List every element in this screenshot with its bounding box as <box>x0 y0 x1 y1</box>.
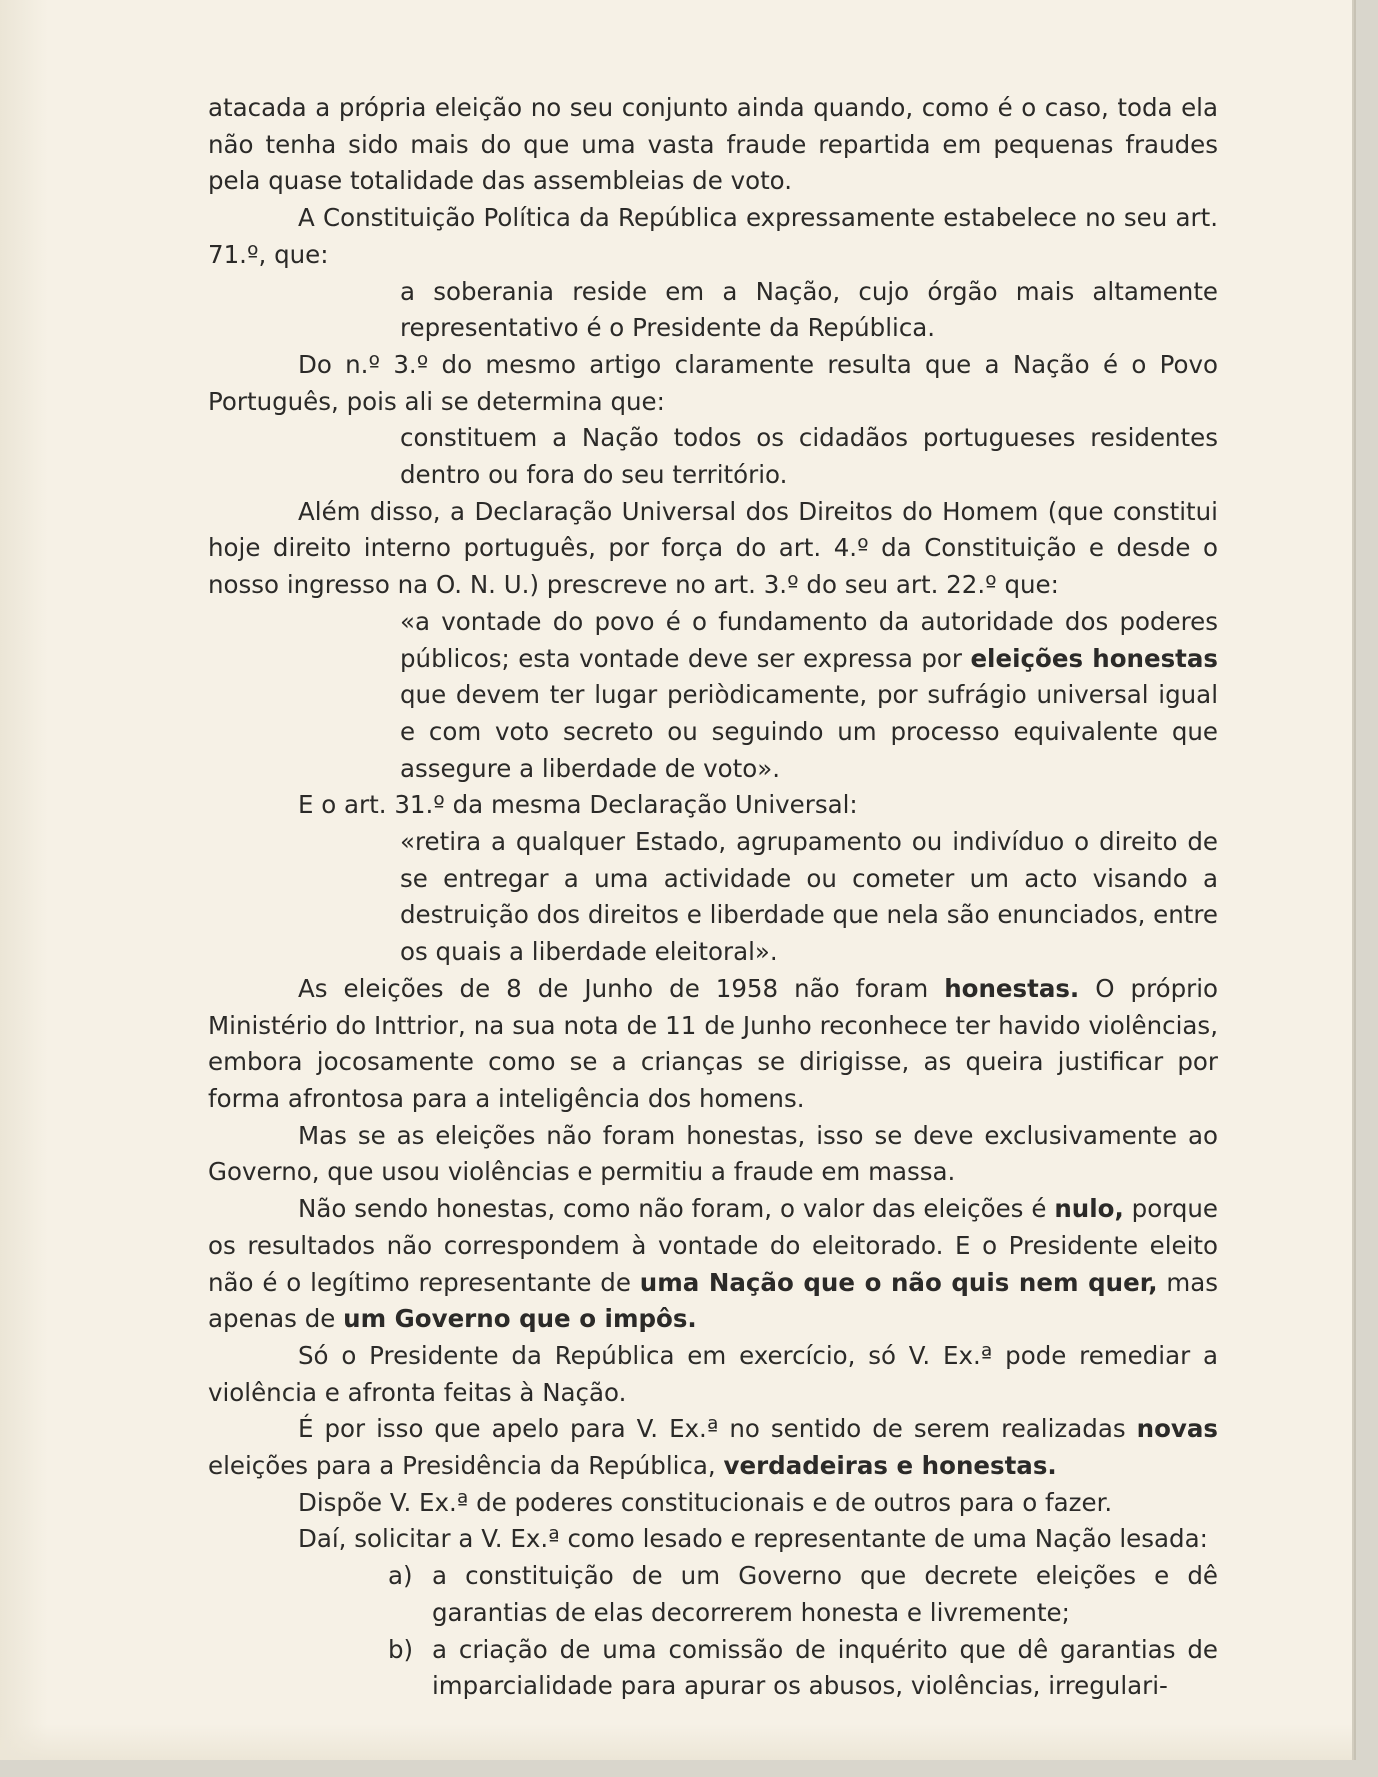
list-marker: a) <box>388 1561 413 1591</box>
paragraph: E o art. 31.º da mesma Declaração Universal: <box>298 790 858 820</box>
quotation: «retira a qualquer Estado, agrupamento ou indivíduo o direito de se entregar a uma actividade ou cometer um acto visando a destruição dos direitos e liberdade que nela são enunciados, entre os quais a liberdade eleitoral». <box>400 827 1218 967</box>
paragraph-emphasis: honestas. <box>944 973 1080 1003</box>
list-item-text: a criação de uma comissão de inquérito que dê garantias de imparcialidade para apurar os abusos, violências, irregulari- <box>432 1634 1218 1701</box>
quotation: constituem a Nação todos os cidadãos portugueses residentes dentro ou fora do seu território. <box>400 423 1218 490</box>
paragraph-text: É por isso que apelo para V. Ex.ª no sentido de serem realizadas <box>298 1414 1137 1444</box>
paragraph-emphasis: novas <box>1136 1414 1218 1444</box>
paragraph-emphasis: uma Nação que o não quis nem quer, <box>639 1267 1158 1297</box>
paragraph: Dispõe V. Ex.ª de poderes constitucionais e de outros para o fazer. <box>298 1487 1113 1517</box>
list-marker: b) <box>388 1634 414 1664</box>
quotation: a soberania reside em a Nação, cujo órgão mais altamente representativo é o Presidente da República. <box>400 276 1218 343</box>
paragraph <box>208 1411 1218 1484</box>
paragraph: Do n.º 3.º do mesmo artigo claramente resulta que a Nação é o Povo Português, pois ali se determina que: <box>208 349 1218 416</box>
paragraph-emphasis: nulo, <box>1054 1194 1124 1224</box>
list-item <box>388 1558 1218 1631</box>
list-item <box>388 1632 1218 1705</box>
paragraph-text: porque os resultados não correspondem à vontade do eleitorado. E o Presidente eleito não é o legítimo representante de <box>208 1194 1218 1297</box>
paragraph: Só o Presidente da República em exercício, só V. Ex.ª pode remediar a violência e afronta feitas à Nação. <box>208 1340 1218 1407</box>
paragraph: A Constituição Política da República expressamente estabelece no seu art. 71.º, que: <box>208 203 1218 269</box>
paragraph <box>208 1191 1218 1338</box>
paragraph: Daí, solicitar a V. Ex.ª como lesado e representante de uma Nação lesada: <box>298 1524 1208 1554</box>
paragraph-emphasis: verdadeiras e honestas. <box>723 1451 1057 1481</box>
quote-text: que devem ter lugar periòdicamente, por sufrágio universal igual e com voto secreto ou seguindo um processo equivalente que assegure a liberdade de voto». <box>400 680 1218 783</box>
paragraph <box>208 971 1218 1118</box>
page-body <box>208 90 1218 1705</box>
opening-paragraph: atacada a própria eleição no seu conjunto ainda quando, como é o caso, toda ela não tenha sido mais do que uma vasta fraude repartida em pequenas fraudes pela quase totalidade das assembleias de voto. <box>208 93 1218 196</box>
paragraph-emphasis: um Governo que o impôs. <box>343 1304 697 1334</box>
paragraph: Além disso, a Declaração Universal dos Direitos do Homem (que constitui hoje direito interno português, por força do art. 4.º da Constituição e desde o nosso ingresso na O. N. U.) prescreve no art. 3.º do seu art. 22.º que: <box>208 496 1218 600</box>
paragraph-text: O próprio Ministério do Inttrior, na sua nota de 11 de Junho reconhece ter havido violências, embora jocosamente como se a crianças se dirigisse, as queira justificar por forma afrontosa para a inteligência dos homens. <box>208 973 1219 1113</box>
quote-emphasis: eleições honestas <box>970 643 1218 673</box>
paragraph-text: Não sendo honestas, como não foram, o valor das eleições é <box>298 1194 1055 1224</box>
quotation <box>400 604 1218 788</box>
quote-text: «a vontade do povo é o fundamento da autoridade dos poderes públicos; esta vontade deve ser expressa por <box>400 606 1218 673</box>
list-item-text: a constituição de um Governo que decrete eleições e dê garantias de elas decorrerem honesta e livremente; <box>432 1561 1218 1627</box>
paragraph-text: As eleições de 8 de Junho de 1958 não foram <box>298 973 945 1003</box>
paragraph-text: eleições para a Presidência da República, <box>208 1451 724 1481</box>
paragraph-text: mas apenas de <box>208 1267 1218 1334</box>
paragraph: Mas se as eleições não foram honestas, isso se deve exclusivamente ao Governo, que usou violências e permitiu a fraude em massa. <box>208 1120 1218 1187</box>
